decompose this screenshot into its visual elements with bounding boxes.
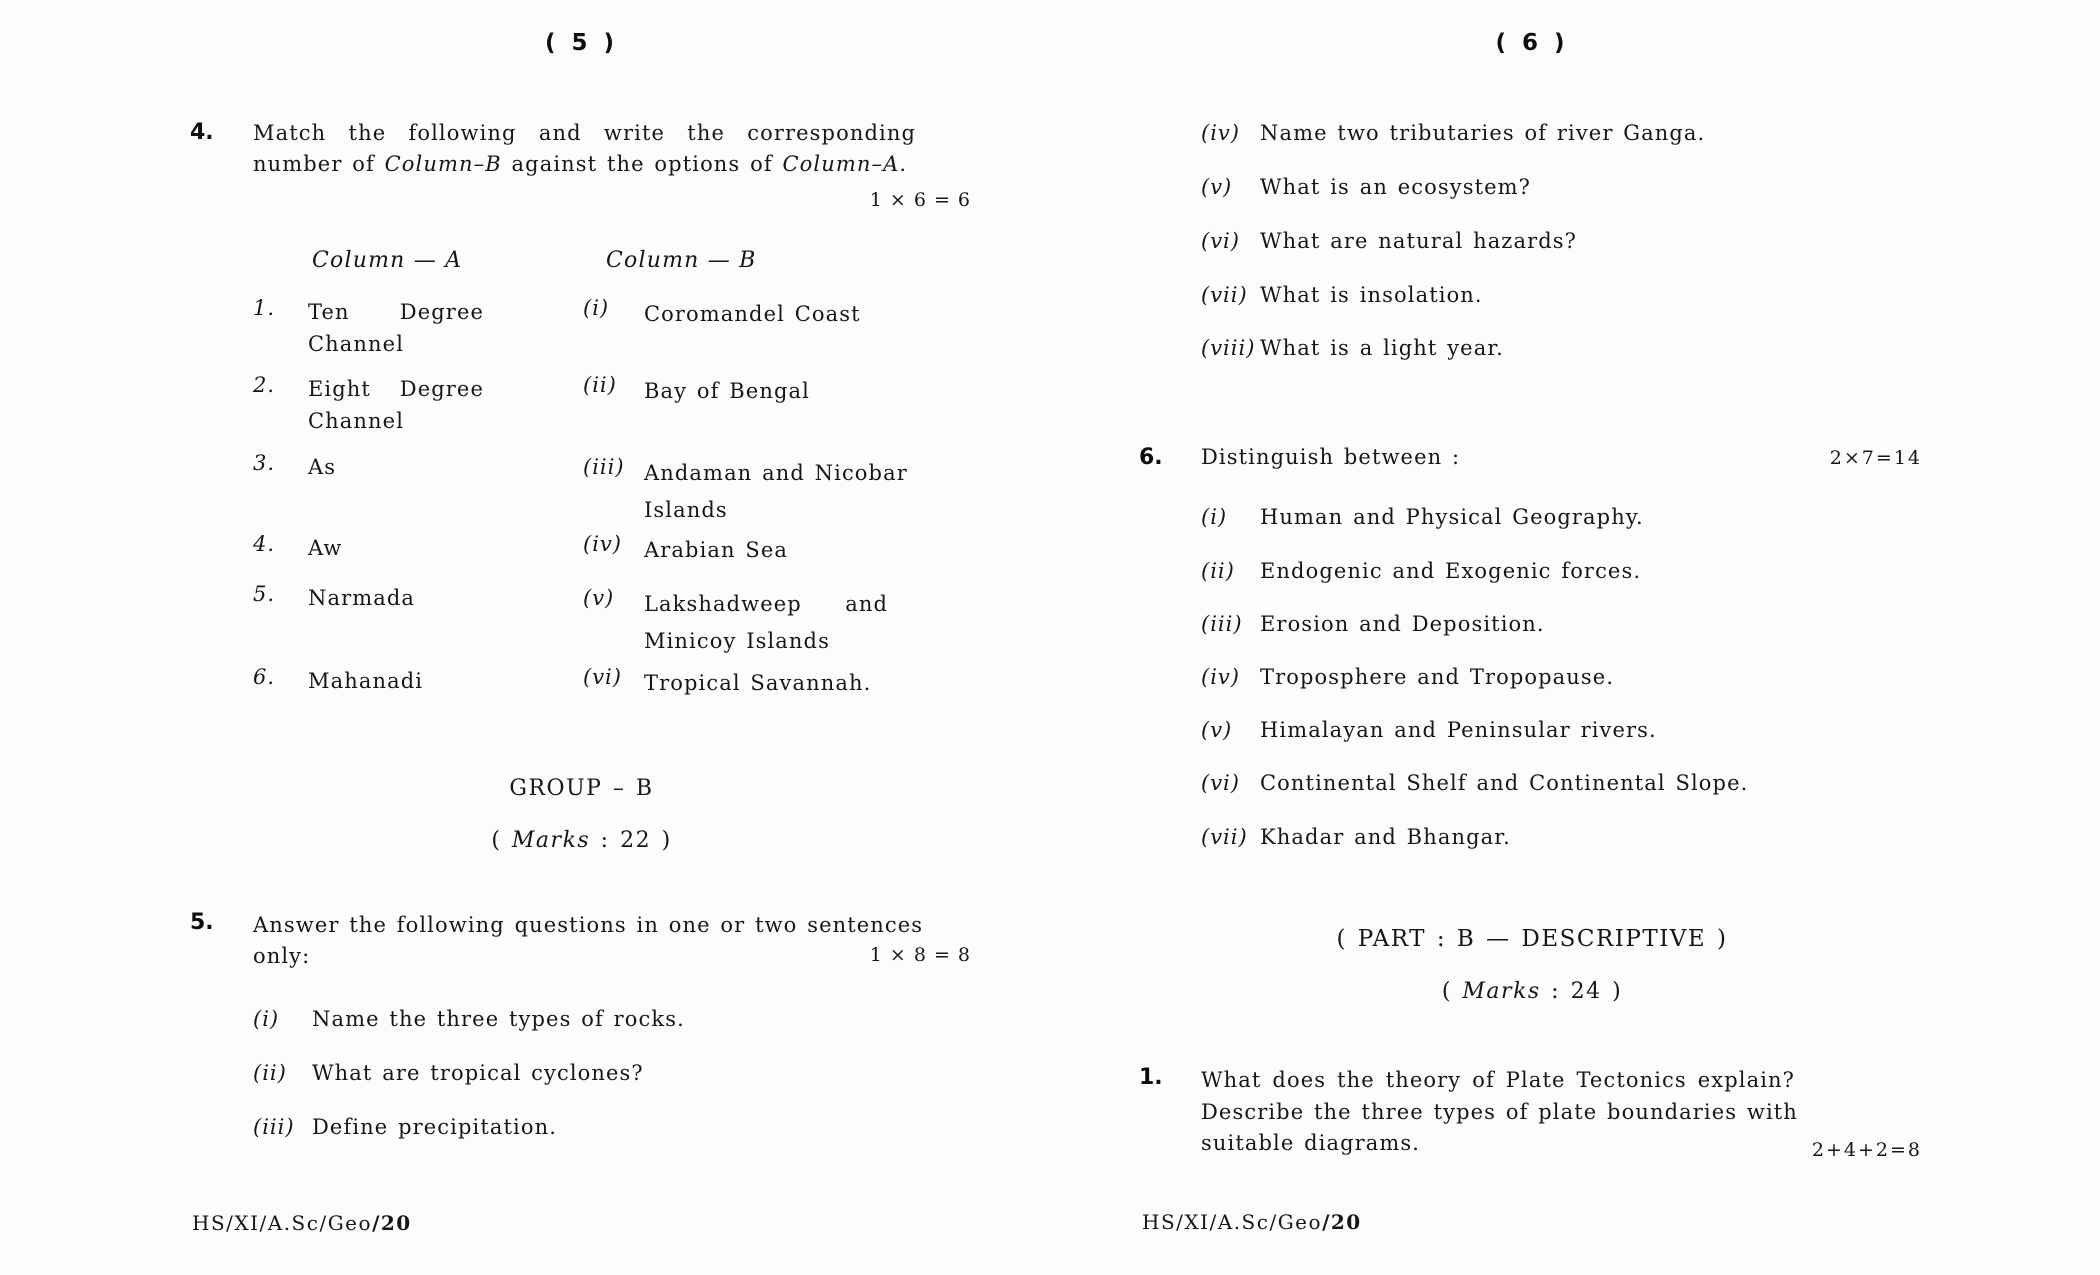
- q5-line-2: only:: [253, 944, 311, 968]
- match-a-text: Ten Degree Channel: [308, 300, 484, 356]
- q4-text: [253, 118, 916, 180]
- q1-number: 1.: [1139, 1065, 1163, 1090]
- sub-question-text: Continental Shelf and Continental Slope.: [1260, 771, 1749, 795]
- sub-question-text: Himalayan and Peninsular rivers.: [1260, 718, 1657, 742]
- match-a-text: Mahanadi: [308, 669, 424, 693]
- group-b-heading: GROUP – B: [509, 776, 654, 801]
- q5-line-1: Answer the following questions in one or two sentences: [253, 913, 924, 937]
- match-b-text: Bay of Bengal: [644, 379, 810, 403]
- footer-paper-number: /20: [1322, 1210, 1362, 1234]
- sub-question-text: Name two tributaries of river Ganga.: [1260, 121, 1706, 145]
- q4-marks: 1 × 6 = 6: [869, 189, 971, 211]
- match-b-index: (iii): [583, 455, 625, 479]
- match-b-text: Lakshadweep and Minicoy Islands: [644, 592, 888, 653]
- sub-question-marker: (iii): [253, 1115, 295, 1139]
- sub-question-marker: (iv): [1201, 665, 1240, 689]
- match-b-text: Coromandel Coast: [644, 302, 861, 326]
- match-b-index: (v): [583, 586, 615, 610]
- sub-question-marker: (vi): [1201, 229, 1240, 253]
- q1-line-3: suitable diagrams.: [1201, 1131, 1421, 1155]
- q4-line-1: Match the following and write the corresponding: [253, 121, 916, 145]
- match-b-index: (vi): [583, 665, 622, 689]
- footer-paper-number: /20: [372, 1211, 412, 1235]
- sub-question-text: Troposphere and Tropopause.: [1260, 665, 1615, 689]
- sub-question-marker: (v): [1201, 175, 1233, 199]
- group-b-marks: ( Marks : 22 ): [491, 828, 672, 853]
- sub-question-marker: (i): [253, 1007, 280, 1031]
- match-b-text: Tropical Savannah.: [644, 671, 872, 695]
- sub-question-marker: (vii): [1201, 283, 1248, 307]
- q6-text: Distinguish between :: [1201, 445, 1461, 469]
- sub-question-marker: (vii): [1201, 825, 1248, 849]
- match-a-index: 2.: [253, 373, 276, 397]
- footer-code: HS/XI/A.Sc/Geo: [1142, 1210, 1323, 1234]
- q4-number: 4.: [190, 120, 214, 145]
- match-a-text: Aw: [308, 536, 343, 560]
- match-column-b-header: Column — B: [606, 248, 757, 273]
- page-6-footer: [1142, 1210, 1362, 1234]
- sub-question-text: What are tropical cyclones?: [312, 1061, 644, 1085]
- sub-question-text: What is an ecosystem?: [1260, 175, 1532, 199]
- sub-question-marker: (viii): [1201, 336, 1256, 360]
- sub-question-marker: (vi): [1201, 771, 1240, 795]
- footer-code: HS/XI/A.Sc/Geo: [192, 1211, 373, 1235]
- sub-question-marker: (ii): [253, 1061, 287, 1085]
- column-a-reference: Column–A: [782, 152, 900, 176]
- sub-question-text: Erosion and Deposition.: [1260, 612, 1545, 636]
- sub-question-text: Endogenic and Exogenic forces.: [1260, 559, 1642, 583]
- q5-number: 5.: [190, 910, 214, 935]
- part-b-heading: ( PART : B — DESCRIPTIVE ): [1336, 926, 1728, 952]
- q1-line-2: Describe the three types of plate boundaries with: [1201, 1099, 1798, 1124]
- match-a-index: 6.: [253, 665, 276, 689]
- match-b-index: (ii): [583, 373, 617, 397]
- column-b-reference: Column–B: [384, 152, 502, 176]
- match-a-index: 1.: [253, 296, 276, 320]
- sub-question-marker: (iv): [1201, 121, 1240, 145]
- q1-line-1: What does the theory of Plate Tectonics explain?: [1201, 1068, 1795, 1092]
- page-5-number: ( 5 ): [544, 30, 619, 56]
- match-a-text: As: [308, 455, 337, 479]
- q6-marks: 2×7=14: [1829, 447, 1922, 469]
- q1-marks: 2+4+2=8: [1811, 1139, 1922, 1161]
- match-a-index: 4.: [253, 532, 276, 556]
- sub-question-text: What is a light year.: [1260, 336, 1504, 360]
- sub-question-text: What is insolation.: [1260, 283, 1483, 307]
- match-b-index: (iv): [583, 532, 622, 556]
- match-b-index: (i): [583, 296, 610, 320]
- match-column-a-header: Column — A: [312, 248, 463, 273]
- page-5-footer: [192, 1211, 412, 1235]
- match-b-text: Andaman and Nicobar Islands: [644, 461, 908, 522]
- sub-question-marker: (i): [1201, 505, 1228, 529]
- part-b-marks: ( Marks : 24 ): [1441, 979, 1623, 1004]
- q4-line-2: number of Column–B against the options of Column–A.: [253, 152, 908, 176]
- match-b-text: Arabian Sea: [644, 538, 789, 562]
- sub-question-text: Define precipitation.: [312, 1115, 557, 1139]
- page-6-number: ( 6 ): [1495, 30, 1569, 56]
- match-a-text: Eight Degree Channel: [308, 377, 484, 433]
- q5-marks: 1 × 8 = 8: [869, 944, 971, 966]
- match-a-index: 3.: [253, 451, 276, 475]
- sub-question-text: Name the three types of rocks.: [312, 1007, 685, 1031]
- q6-number: 6.: [1139, 445, 1163, 470]
- sub-question-text: What are natural hazards?: [1260, 229, 1578, 253]
- sub-question-text: Khadar and Bhangar.: [1260, 825, 1511, 849]
- match-a-text: Narmada: [308, 586, 416, 610]
- sub-question-marker: (iii): [1201, 612, 1243, 636]
- sub-question-marker: (ii): [1201, 559, 1235, 583]
- sub-question-text: Human and Physical Geography.: [1260, 505, 1644, 529]
- sub-question-marker: (v): [1201, 718, 1233, 742]
- match-a-index: 5.: [253, 582, 276, 606]
